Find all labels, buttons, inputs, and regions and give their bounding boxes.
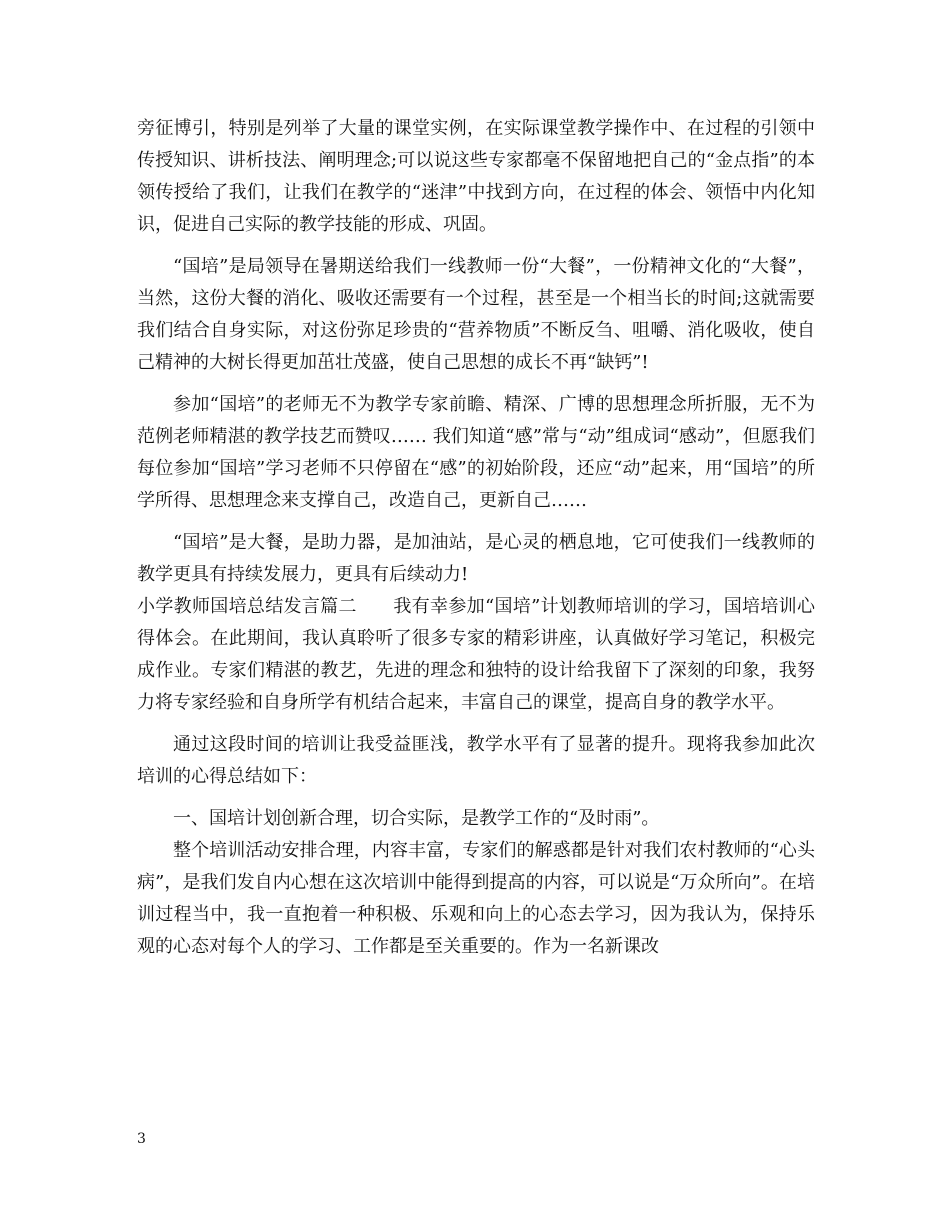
paragraph-4: “国培”是大餐，是助力器，是加油站，是心灵的栖息地，它可使我们一线教师的教学更具有持续发展力，更具有后续动力! [137,532,815,585]
paragraph-6: 通过这段时间的培训让我受益匪浅，教学水平有了显著的提升。现将我参加此次培训的心得总结如下： [137,734,815,787]
paragraph-1: 旁征博引，特别是列举了大量的课堂实例，在实际课堂教学操作中、在过程的引领中传授知识、讲析技法、阐明理念;可以说这些专家都毫不保留地把自己的“金点指”的本领传授给了我们，让我们在教学的“迷津”中找到方向，在过程的体会、领悟中内化知识，促进自己实际的教学技能的形成、巩固。 [137,118,815,235]
heading-point-one: 一、国培计划创新合理，切合实际，是教学工作的“及时雨”。 [173,808,660,829]
paragraph-8: 整个培训活动安排合理，内容丰富，专家们的解惑都是针对我们农村教师的“心头病”，是我们发自内心想在这次培训中能得到提高的内容，可以说是“万众所向”。在培训过程当中，我一直抱着一种积极、乐观和向上的心态去学习，因为我认为，保持乐观的心态对每个人的学习、工作都是至关重要的。作为一名新课改 [137,840,815,957]
page-number: 3 [137,1131,146,1147]
paragraph-section-two: 小学教师国培总结发言篇二 我有幸参加“国培”计划教师培训的学习，国培培训心得体会。在此期间，我认真聆听了很多专家的精彩讲座，认真做好学习笔记，积极完成作业。专家们精湛的教艺，先进的理念和独特的设计给我留下了深刻的印象，我努力将专家经验和自身所学有机结合起来，丰富自己的课堂，提高自身的教学水平。 [137,596,815,713]
document-body [137,113,815,963]
paragraph-3: 参加“国培”的老师无不为教学专家前瞻、精深、广博的思想理念所折服，无不为范例老师精湛的教学技艺而赞叹…… 我们知道“感”常与“动”组成词“感动”，但愿我们每位参加“国培”学习老师不只停留在“感”的初始阶段，还应“动”起来，用“国培”的所学所得、思想理念来支撑自己，改造自己，更新自己…… [137,394,815,511]
paragraph-2: “国培”是局领导在暑期送给我们一线教师一份“大餐”，一份精神文化的“大餐”，当然，这份大餐的消化、吸收还需要有一个过程，甚至是一个相当长的时间;这就需要我们结合自身实际，对这份弥足珍贵的“营养物质”不断反刍、咀嚼、消化吸收，使自己精神的大树长得更加茁壮茂盛，使自己思想的成长不再“缺钙”! [137,256,815,373]
